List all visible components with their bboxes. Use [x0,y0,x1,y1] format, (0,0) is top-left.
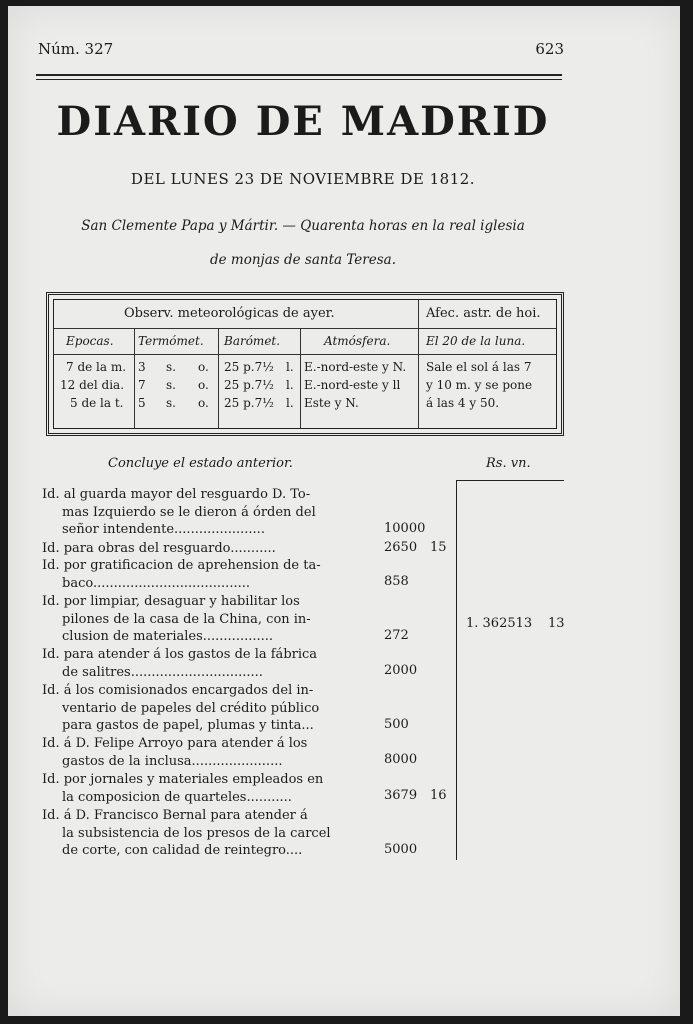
astro-line-2: y 10 m. y se pone [426,378,533,392]
row2-o: o. [198,378,209,392]
meteo-header-left: Observ. meteorológicas de ayer. [124,306,335,321]
entry-line: gastos de la inclusa...................... [62,753,283,769]
meteo-divider-3 [300,328,301,428]
entry-line: de salitres................................ [62,664,263,680]
entry-line: ventario de papeles del crédito público [62,700,320,716]
issue-date: DEL LUNES 23 DE NOVIEMBRE DE 1812. [130,170,476,188]
account-entry [42,540,354,558]
row3-o: o. [198,396,209,410]
entry-amount: 2650 [384,540,418,555]
total-cents: 13 [548,616,565,631]
account-entry [42,646,354,681]
account-entry [42,807,354,860]
row1-o: o. [198,360,209,374]
entry-line: clusion de materiales................. [62,629,274,644]
col-barometro: Barómet. [224,334,281,348]
entry-line: Id. á los comisionados encargados del in- [42,683,314,698]
row1-l: l. [286,360,294,374]
entry-line: Id. por limpiar, desaguar y habilitar los [42,594,300,609]
page-number: 623 [535,40,564,58]
account-entry [42,486,354,539]
account-entry [42,771,354,806]
entry-line: Id. por jornales y materiales empleados en [42,772,324,787]
entry-line: baco...................................... [62,575,250,591]
entry-line: para gastos de papel, plumas y tinta... [62,718,314,733]
brace-vertical-rule [456,480,457,860]
entry-line: la composicion de quarteles........... [62,789,292,805]
entry-amount: 500 [384,717,409,732]
entry-line: Id. para atender á los gastos de la fábrica [42,647,318,662]
entry-line: Id. á D. Francisco Bernal para atender á [42,808,308,823]
entry-amount: 2000 [384,663,418,678]
currency-label: Rs. vn. [486,456,531,471]
row3-s: s. [166,396,176,410]
account-entry [42,682,354,735]
meteo-divider-astro [418,300,419,428]
row2-epoca: 12 del dia. [60,378,125,392]
entry-line: señor intendente...................... [62,522,265,537]
account-entry [42,593,354,646]
row3-epoca: 5 de la t. [70,396,124,410]
entry-line: mas Izquierdo se le dieron á órden del [62,504,316,520]
accounts-heading: Concluye el estado anterior. [108,456,293,471]
saint-line-1: San Clemente Papa y Mártir. — Quarenta horas en la real iglesia [81,218,525,234]
col-termometro: Termómet. [138,334,204,348]
entry-cents: 16 [430,788,447,803]
meteo-divider-1 [134,328,135,428]
account-entry [42,557,354,592]
row2-s: s. [166,378,176,392]
row1-baro: 25 p.7½ [224,360,274,374]
meteorological-table [46,292,564,436]
row2-atm: E.-nord-este y ll [304,378,401,392]
entry-line: Id. al guarda mayor del resguardo D. To- [42,487,311,502]
entry-cents: 15 [430,540,447,555]
entry-amount: 272 [384,628,409,643]
total-amount: 1. 362513 [466,616,533,631]
entry-amount: 10000 [384,521,426,536]
entry-amount: 8000 [384,752,418,767]
header-rule-bottom [36,79,562,80]
brace-top-rule [456,480,564,481]
entry-line: Id. para obras del resguardo........... [42,541,276,556]
newspaper-page [8,6,680,1016]
row2-l: l. [286,378,294,392]
entry-amount: 3679 [384,788,418,803]
row3-atm: Este y N. [304,396,359,410]
entry-line: de corte, con calidad de reintegro.... [62,843,303,858]
entry-amount: 5000 [384,842,418,857]
row3-baro: 25 p.7½ [224,396,274,410]
entry-line: pilones de la casa de la China, con in- [62,611,311,627]
row1-atm: E.-nord-este y N. [304,360,407,374]
col-epocas: Epocas. [66,334,114,348]
row2-term: 7 [138,378,146,392]
header-rule-top [36,74,562,76]
entry-line: Id. á D. Felipe Arroyo para atender á los [42,736,308,751]
entry-line: Id. por gratificacion de aprehension de ta- [42,558,321,573]
row1-epoca: 7 de la m. [66,360,127,374]
meteo-rule-2 [54,354,556,355]
meteo-rule-1 [54,328,556,329]
issue-number: Núm. 327 [38,40,114,58]
col-atmosfera: Atmósfera. [324,334,391,348]
row1-term: 3 [138,360,146,374]
meteo-header-right: Afec. astr. de hoi. [426,306,541,321]
saint-line-2: de monjas de santa Teresa. [209,252,396,268]
col-luna: El 20 de la luna. [426,334,526,348]
row2-baro: 25 p.7½ [224,378,274,392]
meteo-divider-2 [218,328,219,428]
astro-line-1: Sale el sol á las 7 [426,360,532,374]
masthead-title: DIARIO DE MADRID [56,98,550,145]
row3-l: l. [286,396,294,410]
account-entry [42,735,354,770]
entry-line: la subsistencia de los presos de la carcel [62,825,331,841]
astro-line-3: á las 4 y 50. [426,396,500,410]
row3-term: 5 [138,396,146,410]
row1-s: s. [166,360,176,374]
entry-amount: 858 [384,574,409,589]
